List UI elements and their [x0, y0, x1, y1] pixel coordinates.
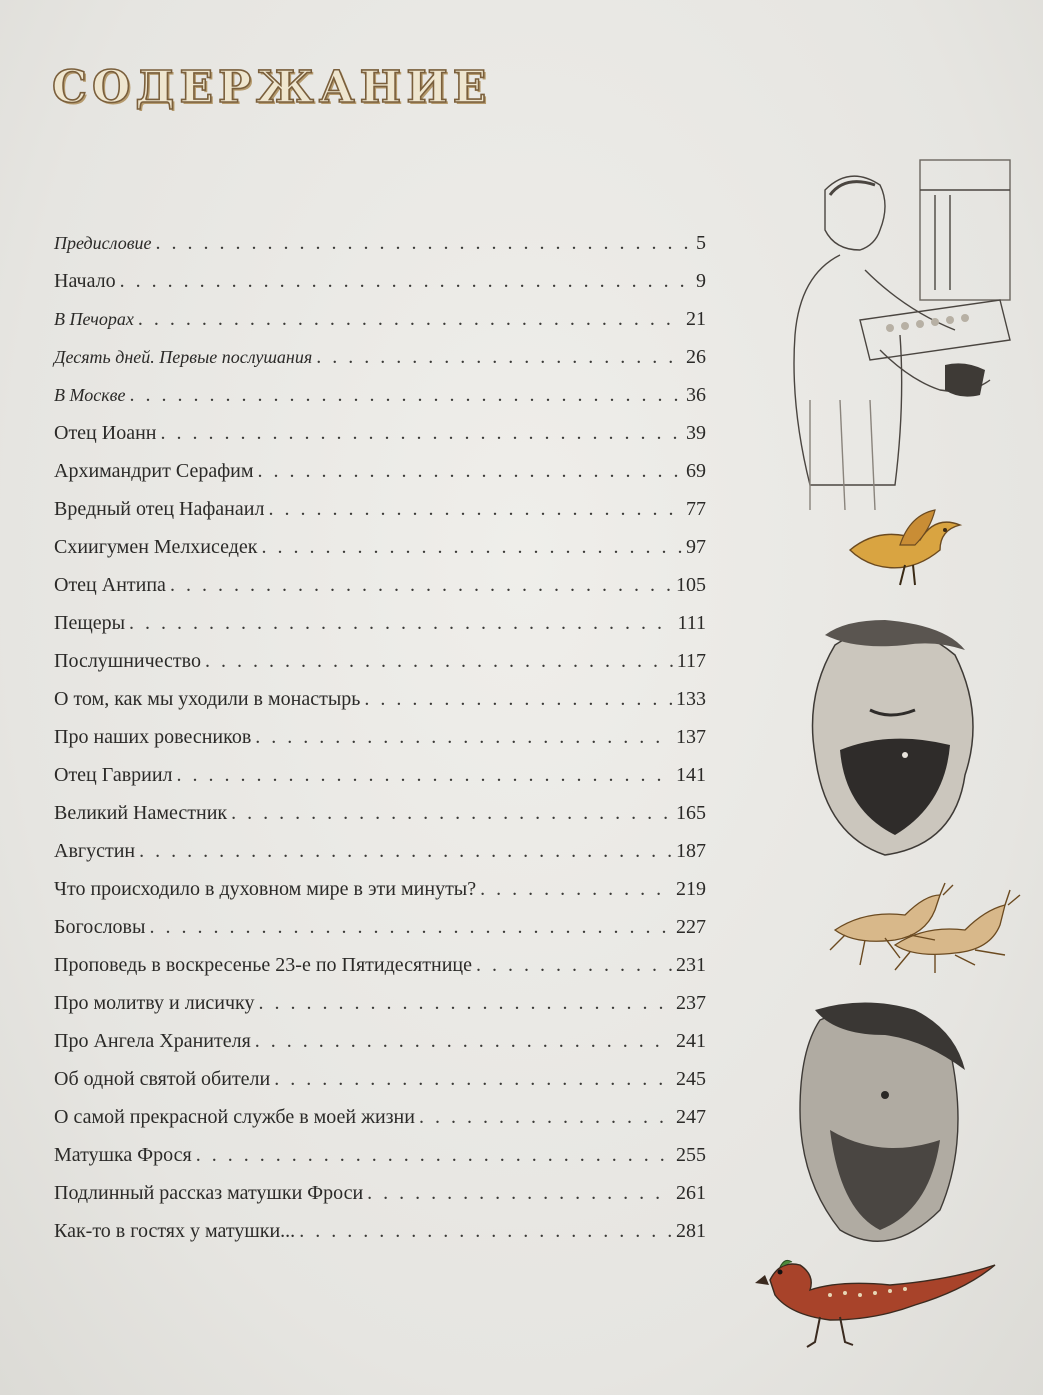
toc-dot-leader — [268, 490, 682, 528]
toc-entry-page-number: 111 — [677, 612, 706, 634]
toc-dot-leader — [129, 376, 682, 414]
toc-entry-title: Отец Антипа — [54, 574, 166, 596]
toc-entry-page-number: 9 — [696, 270, 706, 292]
toc-entry-page-number: 227 — [676, 916, 706, 938]
toc-entry — [54, 490, 706, 528]
golden-bird-icon — [845, 505, 975, 590]
toc-dot-leader — [258, 452, 682, 490]
toc-dot-leader — [231, 794, 672, 832]
toc-entry — [54, 604, 706, 642]
toc-entry — [54, 642, 706, 680]
toc-dot-leader — [170, 566, 672, 604]
toc-entry — [54, 528, 706, 566]
toc-dot-leader — [177, 756, 672, 794]
toc-entry-page-number: 97 — [686, 536, 706, 558]
toc-entry-page-number: 247 — [676, 1106, 706, 1128]
toc-entry-title: Августин — [54, 840, 136, 862]
toc-entry-page-number: 165 — [676, 802, 706, 824]
toc-entry-title: Про Ангела Хранителя — [54, 1030, 251, 1052]
toc-entry-page-number: 141 — [676, 764, 706, 786]
toc-entry — [54, 414, 706, 452]
toc-entry — [54, 300, 706, 338]
toc-dot-leader — [120, 262, 692, 300]
toc-dot-leader — [476, 946, 672, 984]
toc-entry-page-number: 39 — [686, 422, 706, 444]
toc-dot-leader — [205, 642, 673, 680]
elder-portrait-icon — [790, 1000, 965, 1250]
toc-entry — [54, 1136, 706, 1174]
toc-entry-page-number: 231 — [676, 954, 706, 976]
toc-entry-title: Про молитву и лисичку — [54, 992, 255, 1014]
toc-entry-page-number: 21 — [686, 308, 706, 330]
toc-entry-title: Как-то в гостях у матушки... — [54, 1220, 296, 1242]
toc-dot-leader — [149, 908, 672, 946]
toc-entry-title: Подлинный рассказ матушки Фроси — [54, 1182, 364, 1204]
toc-entry-title: Отец Гавриил — [54, 764, 173, 786]
toc-entry-title: Об одной святой обители — [54, 1068, 271, 1090]
toc-entry — [54, 338, 706, 376]
toc-entry-page-number: 237 — [676, 992, 706, 1014]
toc-entry — [54, 794, 706, 832]
toc-dot-leader — [139, 832, 672, 870]
toc-entry-title: В Москве — [54, 385, 126, 405]
toc-dot-leader — [258, 984, 672, 1022]
toc-entry-title: Схиигумен Мелхиседек — [54, 536, 258, 558]
toc-dot-leader — [316, 338, 682, 376]
toc-entry — [54, 718, 706, 756]
toc-entry-page-number: 77 — [686, 498, 706, 520]
toc-entry — [54, 566, 706, 604]
toc-entry — [54, 756, 706, 794]
toc-dot-leader — [274, 1060, 672, 1098]
toc-entry-title: О самой прекрасной службе в моей жизни — [54, 1106, 415, 1128]
toc-entry-page-number: 245 — [676, 1068, 706, 1090]
toc-entry-title: Богословы — [54, 916, 146, 938]
toc-dot-leader — [129, 604, 673, 642]
toc-entry-title: Архимандрит Серафим — [54, 460, 254, 482]
toc-dot-leader — [138, 300, 682, 338]
pheasant-icon — [750, 1245, 1000, 1350]
toc-entry — [54, 224, 706, 262]
toc-entry-title: Отец Иоанн — [54, 422, 157, 444]
toc-entry-page-number: 133 — [676, 688, 706, 710]
toc-dot-leader — [480, 870, 672, 908]
toc-entry-page-number: 241 — [676, 1030, 706, 1052]
toc-entry-page-number: 36 — [686, 384, 706, 406]
table-of-contents — [54, 224, 706, 1250]
toc-entry-title: Пещеры — [54, 612, 126, 634]
toc-dot-leader — [367, 1174, 672, 1212]
toc-entry — [54, 376, 706, 414]
toc-entry-page-number: 281 — [676, 1220, 706, 1242]
toc-entry-page-number: 105 — [676, 574, 706, 596]
toc-dot-leader — [161, 414, 683, 452]
toc-entry-page-number: 261 — [676, 1182, 706, 1204]
toc-entry-title: В Печорах — [54, 309, 134, 329]
toc-dot-leader — [364, 680, 672, 718]
toc-entry — [54, 832, 706, 870]
toc-entry-title: Десять дней. Первые послушания — [54, 347, 313, 367]
toc-entry — [54, 870, 706, 908]
toc-entry-title: Начало — [54, 270, 116, 292]
toc-entry — [54, 1060, 706, 1098]
toc-entry-page-number: 187 — [676, 840, 706, 862]
toc-dot-leader — [255, 718, 672, 756]
toc-entry-page-number: 26 — [686, 346, 706, 368]
toc-entry — [54, 1174, 706, 1212]
toc-entry-title: Великий Наместник — [54, 802, 228, 824]
toc-entry-title: Предисловие — [54, 233, 152, 253]
toc-dot-leader — [419, 1098, 672, 1136]
toc-entry-title: Вредный отец Нафанаил — [54, 498, 265, 520]
toc-entry-title: Матушка Фрося — [54, 1144, 192, 1166]
page-title: СОДЕРЖАНИЕ — [52, 62, 492, 113]
toc-entry-title: Что происходило в духовном мире в эти минуты? — [54, 878, 477, 900]
toc-entry-title: Послушничество — [54, 650, 201, 672]
toc-entry-page-number: 69 — [686, 460, 706, 482]
toc-entry — [54, 262, 706, 300]
toc-entry-title: Проповедь в воскресенье 23-е по Пятидесятнице — [54, 954, 472, 976]
toc-entry — [54, 908, 706, 946]
toc-entry-title: Про наших ровесников — [54, 726, 252, 748]
toc-entry — [54, 1098, 706, 1136]
toc-dot-leader — [262, 528, 682, 566]
toc-entry-page-number: 5 — [696, 232, 706, 254]
toc-entry — [54, 1022, 706, 1060]
toc-entry — [54, 680, 706, 718]
toc-dot-leader — [299, 1212, 672, 1250]
toc-dot-leader — [196, 1136, 672, 1174]
toc-dot-leader — [255, 1022, 672, 1060]
toc-entry-page-number: 219 — [676, 878, 706, 900]
running-deer-icon — [825, 880, 1025, 975]
monk-portrait-icon — [795, 615, 985, 860]
toc-entry-title: О том, как мы уходили в монастырь — [54, 688, 361, 710]
toc-dot-leader — [156, 224, 692, 262]
toc-entry — [54, 452, 706, 490]
toc-entry — [54, 984, 706, 1022]
toc-entry — [54, 1212, 706, 1250]
baker-with-tray-icon — [770, 150, 1025, 515]
toc-entry-page-number: 255 — [676, 1144, 706, 1166]
toc-entry-page-number: 117 — [676, 650, 706, 672]
toc-entry — [54, 946, 706, 984]
toc-entry-page-number: 137 — [676, 726, 706, 748]
